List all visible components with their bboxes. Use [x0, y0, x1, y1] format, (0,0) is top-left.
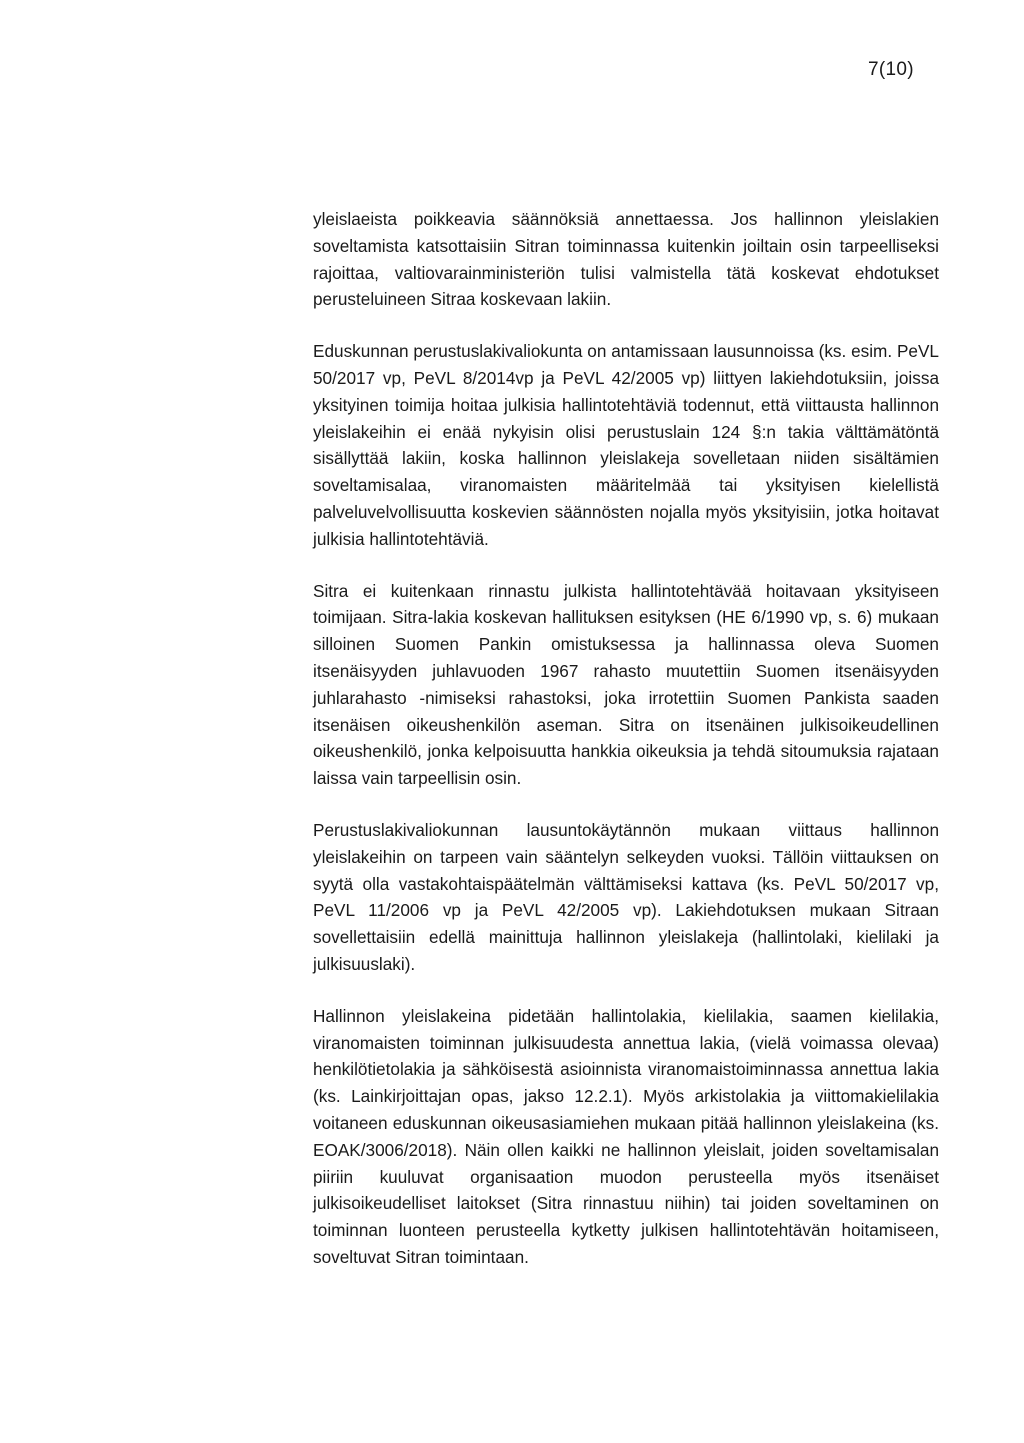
- paragraph-4: Perustuslakivaliokunnan lausuntokäytännön mukaan viittaus hallinnon yleislakeihin on tarpeen vain sääntelyn selkeyden vuoksi. Tällöin viittauksen on syytä olla vastakohtaispäätelmän välttämiseksi kattava (ks. PeVL 50/2017 vp, PeVL 11/2006 vp ja PeVL 42/2005 vp). Lakiehdotuksen mukaan Sitraan sovellettaisiin edellä mainittuja hallinnon yleislakeja (hallintolaki, kielilaki ja julkisuuslaki).: [313, 819, 939, 974]
- paragraph-2: Eduskunnan perustuslakivaliokunta on antamissaan lausunnoissa (ks. esim. PeVL 50/2017 vp, PeVL 8/2014vp ja PeVL 42/2005 vp) liittyen lakiehdotuksiin, joissa yksityinen toimija hoitaa julkisia hallintotehtäviä todennut, että viittausta hallinnon yleislakeihin ei enää nykyisin olisi perustuslain 124 §:n takia välttämätöntä sisällyttää lakiin, koska hallinnon yleislakeja sovelletaan niiden sisältämien soveltamisalaa, viranomaisten määritelmää tai yksityisen kielellistä palveluvelvollisuutta koskevien säännösten nojalla myös yksityisiin, jotka hoitavat julkisia hallintotehtäviä.: [313, 341, 939, 549]
- paragraph-3: Sitra ei kuitenkaan rinnastu julkista hallintotehtävää hoitavaan yksityiseen toimijaan. Sitra-lakia koskevan hallituksen esityksen (HE 6/1990 vp, s. 6) mukaan silloinen Suomen Pankin omistuksessa ja hallinnassa oleva Suomen itsenäisyyden juhlavuoden 1967 rahasto muutettiin Suomen itsenäisyyden juhlarahasto -nimiseksi rahastoksi, joka irrotettiin Suomen Pankista saaden itsenäisen oikeushenkilön aseman. Sitra on itsenäinen julkisoikeudellinen oikeushenkilö, jonka kelpoisuutta hankkia oikeuksia ja tehdä sitoumuksia rajataan laissa vain tarpeellisin osin.: [313, 580, 939, 789]
- page-number: 7(10): [868, 59, 914, 80]
- paragraph-5: Hallinnon yleislakeina pidetään hallintolakia, kielilakia, saamen kielilakia, viranomaisten toiminnan julkisuudesta annettua lakia, (vielä voimassa olevaa) henkilötietolakia ja sähköisestä asioinnista viranomaistoiminnassa annettua lakia (ks. Lainkirjoittajan opas, jakso 12.2.1). Myös arkistolakia ja viittomakielilakia voitaneen eduskunnan oikeusasiamiehen mukaan pitää hallinnon yleislakeina (ks. EOAK/3006/2018). Näin ollen kaikki ne hallinnon yleislait, joiden soveltamisalan piiriin kuuluvat organisaation muodon perusteella myös itsenäiset julkisoikeudelliset laitokset (Sitra rinnastuu niihin) tai joiden soveltaminen on toiminnan luonteen perusteella kytketty julkisen hallintotehtävän hoitamiseen, soveltuvat Sitran toimintaan.: [313, 1005, 939, 1267]
- document-body: [313, 206, 939, 1296]
- paragraph-1: yleislaeista poikkeavia säännöksiä annettaessa. Jos hallinnon yleislakien soveltamista katsottaisiin Sitran toiminnassa kuitenkin joiltain osin tarpeelliseksi rajoittaa, valtiovarainministeriön tulisi valmistella tätä koskevat ehdotukset perusteluineen Sitraa koskevaan lakiin.: [313, 209, 939, 310]
